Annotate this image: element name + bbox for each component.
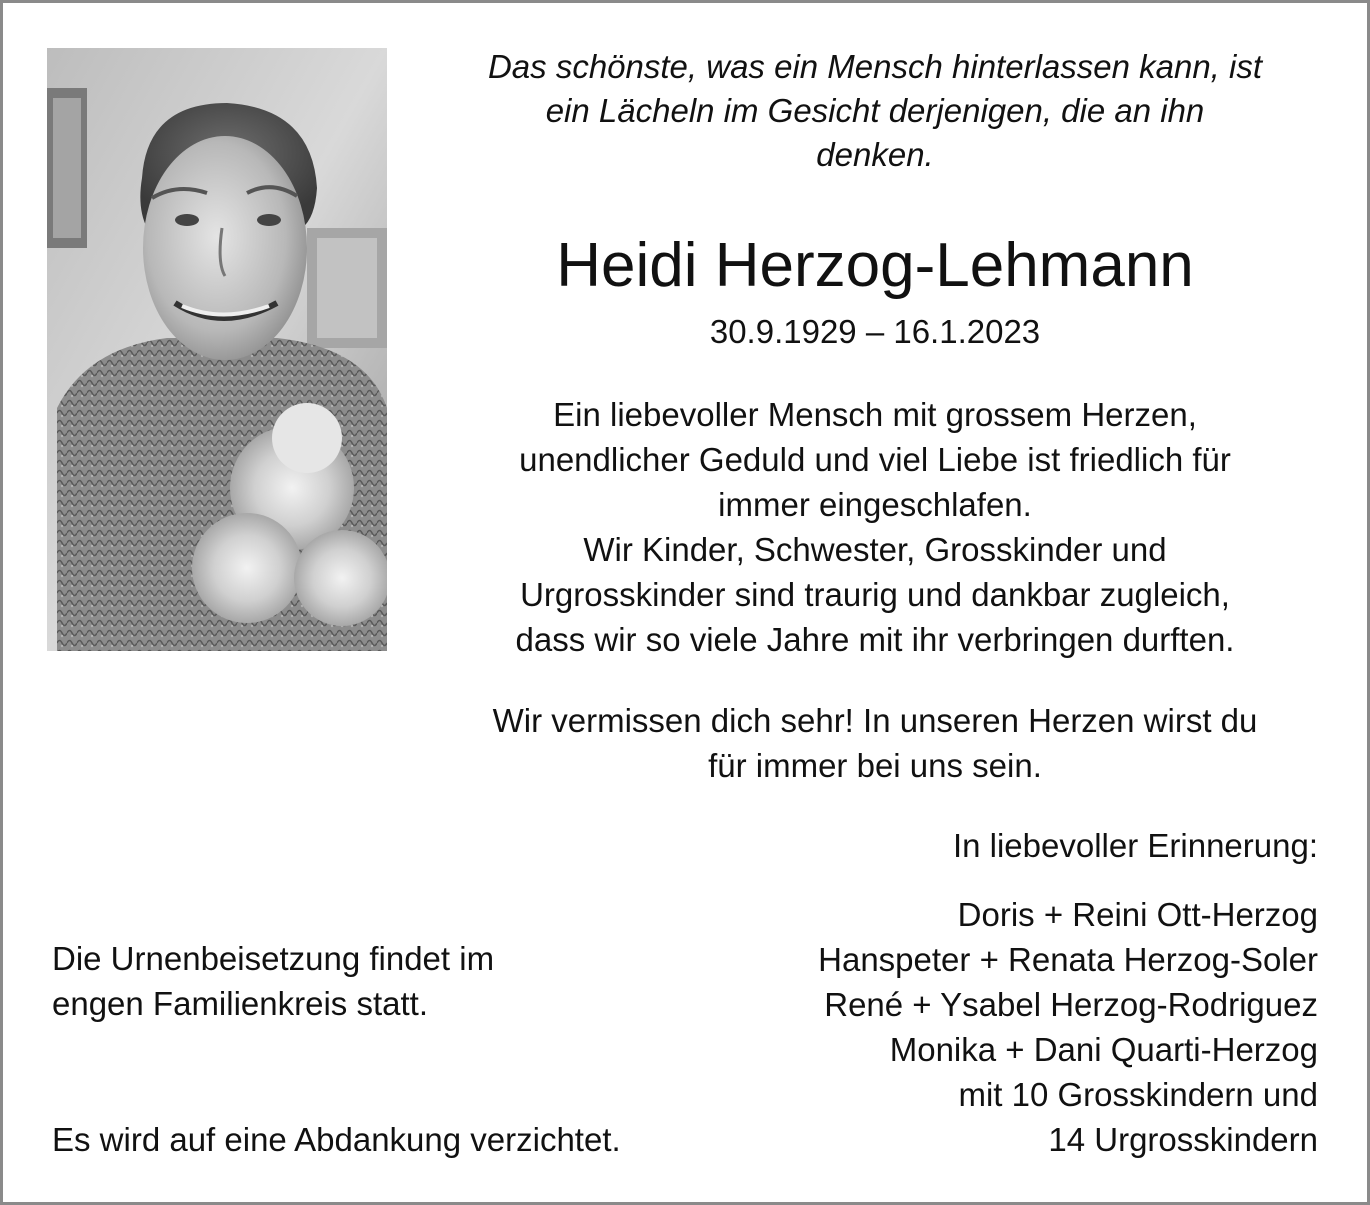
quote-line: Das schönste, was ein Mensch hinterlassen kann, ist	[487, 48, 1263, 85]
tribute-line: Ein liebevoller Mensch mit grossem Herzen,	[553, 396, 1197, 433]
tribute-line: Wir Kinder, Schwester, Grosskinder und	[583, 531, 1167, 568]
quote-line: denken.	[816, 136, 934, 173]
life-dates: 30.9.1929 – 16.1.2023	[709, 313, 1041, 350]
family-line: Monika + Dani Quarti-Herzog	[889, 1031, 1318, 1068]
farewell-line: Wir vermissen dich sehr! In unseren Herzen wirst du	[492, 702, 1258, 739]
ceremony-notice: Es wird auf eine Abdankung verzichtet.	[52, 1121, 621, 1158]
family-line: 14 Urgrosskindern	[1048, 1121, 1318, 1158]
burial-line: engen Familienkreis statt.	[52, 985, 429, 1022]
tribute-line: immer eingeschlafen.	[718, 486, 1032, 523]
tribute-text	[425, 392, 1325, 662]
family-line: Doris + Reini Ott-Herzog	[957, 896, 1318, 933]
family-line: mit 10 Grosskindern und	[958, 1076, 1318, 1113]
family-list	[818, 892, 1318, 1162]
burial-info	[52, 936, 494, 1026]
farewell-text	[425, 698, 1325, 788]
family-line: Hanspeter + Renata Herzog-Soler	[818, 941, 1318, 978]
portrait-photo	[47, 48, 387, 651]
deceased-name: Heidi Herzog-Lehmann	[556, 231, 1194, 300]
tribute-line: unendlicher Geduld und viel Liebe ist friedlich für	[519, 441, 1231, 478]
farewell-line: für immer bei uns sein.	[708, 747, 1042, 784]
tribute-line: dass wir so viele Jahre mit ihr verbringen durften.	[515, 621, 1235, 658]
quote-line: ein Lächeln im Gesicht derjenigen, die an ihn	[545, 92, 1205, 129]
burial-line: Die Urnenbeisetzung findet im	[52, 940, 495, 977]
tribute-line: Urgrosskinder sind traurig und dankbar zugleich,	[520, 576, 1230, 613]
opening-quote	[425, 45, 1325, 177]
family-line: René + Ysabel Herzog-Rodriguez	[824, 986, 1318, 1023]
memory-heading: In liebevoller Erinnerung:	[952, 827, 1318, 864]
